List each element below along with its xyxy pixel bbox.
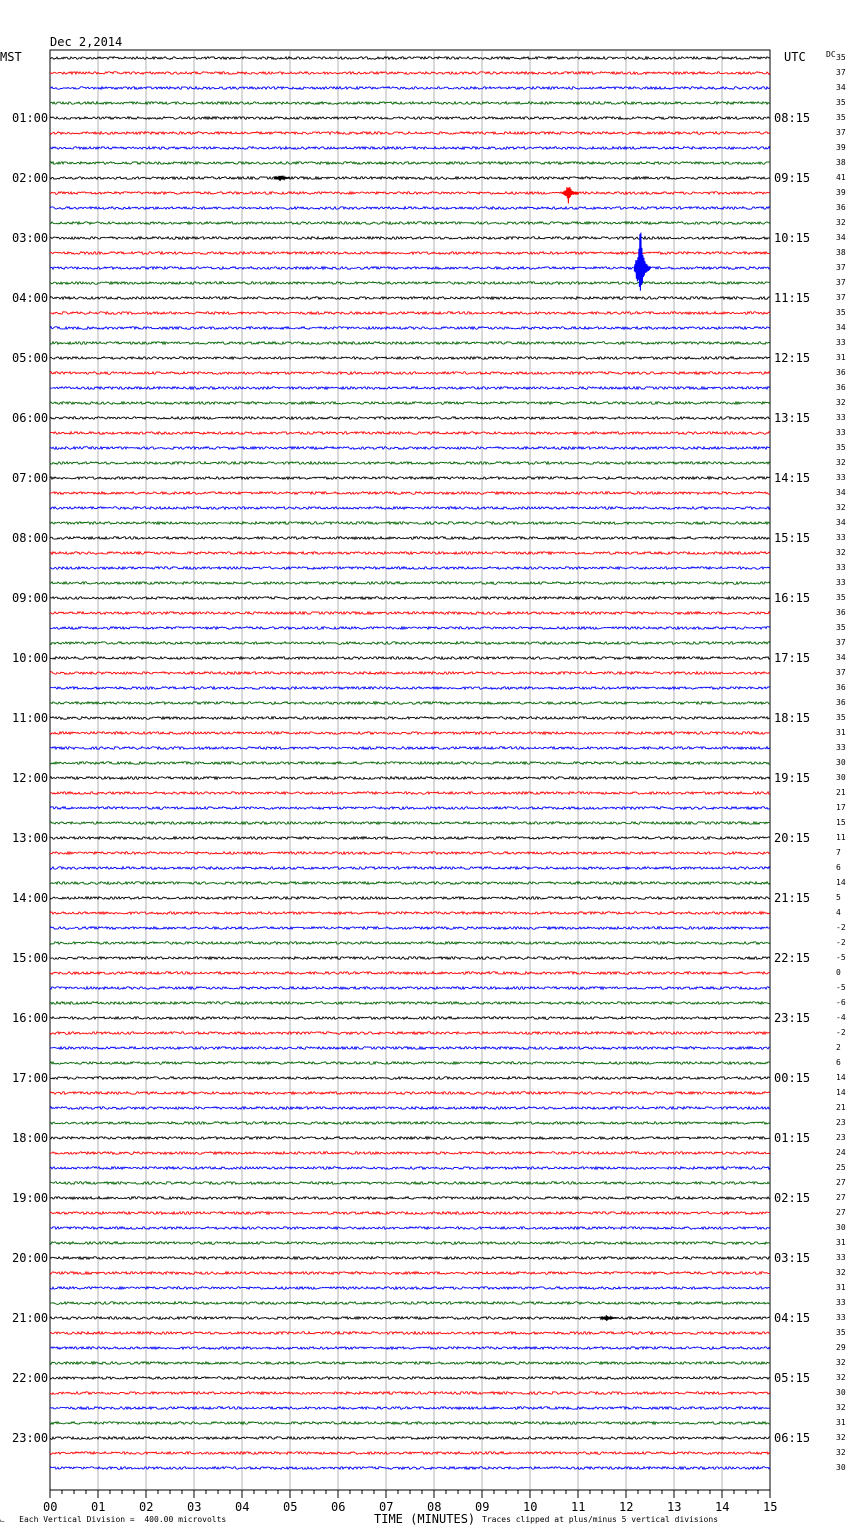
x-tick-label: 07	[379, 1500, 394, 1514]
right-hour-label: 01:15	[774, 1131, 811, 1145]
dc-label: DC	[826, 50, 836, 59]
scale-note	[0, 1515, 226, 1525]
right-hour-label: 08:15	[774, 111, 811, 125]
right-hour-label: 18:15	[774, 711, 811, 725]
dc-offset-label: 39	[836, 143, 846, 152]
dc-offset-label: 36	[836, 203, 846, 212]
x-tick-label: 10	[523, 1500, 538, 1514]
left-hour-label: 11:00	[12, 711, 49, 725]
left-timezone-label: MST	[0, 50, 22, 64]
left-hour-label: 05:00	[12, 351, 49, 365]
dc-offset-label: 35	[836, 593, 846, 602]
dc-offset-label: 32	[836, 398, 846, 407]
dc-offset-label: 14	[836, 1088, 846, 1097]
dc-offset-label: -2	[836, 923, 846, 932]
left-hour-label: 09:00	[12, 591, 49, 605]
dc-offset-label: 31	[836, 1238, 846, 1247]
dc-offset-label: 27	[836, 1208, 846, 1217]
date-label: Dec 2,2014	[50, 35, 123, 49]
x-tick-label: 06	[331, 1500, 346, 1514]
right-hour-label: 16:15	[774, 591, 811, 605]
dc-offset-label: 35	[836, 623, 846, 632]
right-hour-label: 10:15	[774, 231, 811, 245]
dc-offset-label: -4	[836, 1013, 846, 1022]
dc-offset-label: 36	[836, 698, 846, 707]
dc-offset-label: 33	[836, 338, 846, 347]
dc-offset-label: 35	[836, 53, 846, 62]
dc-offset-label: 30	[836, 1388, 846, 1397]
dc-offset-label: 37	[836, 293, 846, 302]
dc-offset-label: 33	[836, 533, 846, 542]
left-hour-label: 08:00	[12, 531, 49, 545]
dc-offset-label: 7	[836, 848, 841, 857]
left-hour-label: 07:00	[12, 471, 49, 485]
left-hour-label: 16:00	[12, 1011, 49, 1025]
dc-offset-label: 33	[836, 563, 846, 572]
x-tick-label: 01	[91, 1500, 106, 1514]
dc-offset-label: 36	[836, 683, 846, 692]
right-hour-label: 20:15	[774, 831, 811, 845]
dc-offset-label: 32	[836, 218, 846, 227]
dc-offset-label: 34	[836, 323, 846, 332]
right-hour-label: 05:15	[774, 1371, 811, 1385]
dc-offset-label: 36	[836, 368, 846, 377]
dc-offset-label: 14	[836, 1073, 846, 1082]
x-tick-label: 11	[571, 1500, 586, 1514]
right-hour-label: 13:15	[774, 411, 811, 425]
right-hour-label: 04:15	[774, 1311, 811, 1325]
left-hour-label: 22:00	[12, 1371, 49, 1385]
x-tick-label: 02	[139, 1500, 154, 1514]
right-hour-label: 00:15	[774, 1071, 811, 1085]
left-hour-label: 18:00	[12, 1131, 49, 1145]
right-hour-label: 22:15	[774, 951, 811, 965]
dc-offset-label: 27	[836, 1193, 846, 1202]
dc-offset-label: 14	[836, 878, 846, 887]
dc-offset-label: 4	[836, 908, 841, 917]
x-tick-label: 14	[715, 1500, 730, 1514]
dc-offset-label: 33	[836, 578, 846, 587]
dc-offset-label: 34	[836, 653, 846, 662]
dc-offset-label: 37	[836, 638, 846, 647]
dc-offset-label: 37	[836, 128, 846, 137]
dc-offset-label: 33	[836, 743, 846, 752]
left-hour-label: 02:00	[12, 171, 49, 185]
dc-offset-label: 21	[836, 1103, 846, 1112]
left-hour-label: 12:00	[12, 771, 49, 785]
left-hour-label: 23:00	[12, 1431, 49, 1445]
right-hour-label: 09:15	[774, 171, 811, 185]
dc-offset-label: 23	[836, 1133, 846, 1142]
clip-note: Traces clipped at plus/minus 5 vertical divisions	[482, 1515, 719, 1524]
x-tick-label: 00	[43, 1500, 58, 1514]
dc-offset-label: 25	[836, 1163, 846, 1172]
dc-offset-label: 36	[836, 608, 846, 617]
x-axis-title: TIME (MINUTES)	[374, 1512, 476, 1526]
dc-offset-label: 35	[836, 443, 846, 452]
dc-offset-label: 32	[836, 458, 846, 467]
right-hour-label: 06:15	[774, 1431, 811, 1445]
dc-offset-label: -2	[836, 938, 846, 947]
dc-offset-label: 34	[836, 518, 846, 527]
dc-offset-label: 6	[836, 1058, 841, 1067]
dc-offset-label: 39	[836, 188, 846, 197]
right-hour-label: 19:15	[774, 771, 811, 785]
left-hour-label: 13:00	[12, 831, 49, 845]
dc-offset-label: 31	[836, 1418, 846, 1427]
left-hour-label: 01:00	[12, 111, 49, 125]
dc-offset-label: 0	[836, 968, 841, 977]
x-tick-label: 13	[667, 1500, 682, 1514]
dc-offset-label: 37	[836, 68, 846, 77]
dc-offset-label: 5	[836, 893, 841, 902]
dc-offset-label: 35	[836, 1328, 846, 1337]
dc-offset-label: 11	[836, 833, 846, 842]
dc-offset-label: 35	[836, 713, 846, 722]
dc-offset-label: 37	[836, 263, 846, 272]
dc-offset-label: 38	[836, 248, 846, 257]
right-hour-label: 15:15	[774, 531, 811, 545]
dc-offset-label: 34	[836, 233, 846, 242]
scale-mark: ⨽	[0, 1515, 5, 1524]
dc-offset-label: 32	[836, 1358, 846, 1367]
dc-offset-label: 15	[836, 818, 846, 827]
dc-offset-label: 33	[836, 1253, 846, 1262]
right-hour-label: 03:15	[774, 1251, 811, 1265]
dc-offset-label: -5	[836, 953, 846, 962]
dc-offset-label: 35	[836, 113, 846, 122]
dc-offset-label: 32	[836, 503, 846, 512]
left-hour-label: 15:00	[12, 951, 49, 965]
x-tick-label: 04	[235, 1500, 250, 1514]
right-hour-label: 23:15	[774, 1011, 811, 1025]
right-hour-label: 02:15	[774, 1191, 811, 1205]
left-hour-label: 04:00	[12, 291, 49, 305]
dc-offset-label: 29	[836, 1343, 846, 1352]
dc-offset-label: 30	[836, 758, 846, 767]
dc-offset-label: 24	[836, 1148, 846, 1157]
dc-offset-label: 37	[836, 278, 846, 287]
right-hour-label: 17:15	[774, 651, 811, 665]
dc-offset-label: 21	[836, 788, 846, 797]
dc-offset-label: 31	[836, 1283, 846, 1292]
dc-offset-label: 32	[836, 548, 846, 557]
dc-offset-label: 23	[836, 1118, 846, 1127]
dc-offset-label: 32	[836, 1448, 846, 1457]
left-hour-label: 21:00	[12, 1311, 49, 1325]
dc-offset-label: 33	[836, 473, 846, 482]
left-hour-label: 20:00	[12, 1251, 49, 1265]
dc-offset-label: 35	[836, 98, 846, 107]
x-tick-label: 09	[475, 1500, 490, 1514]
scale-text: Each Vertical Division = 400.00 microvolts	[19, 1515, 227, 1524]
x-tick-label: 15	[763, 1500, 778, 1514]
dc-offset-label: 30	[836, 773, 846, 782]
x-tick-label: 08	[427, 1500, 442, 1514]
dc-offset-label: 30	[836, 1463, 846, 1472]
dc-offset-label: 6	[836, 863, 841, 872]
right-timezone-label: UTC	[784, 50, 806, 64]
dc-offset-label: 37	[836, 668, 846, 677]
right-hour-label: 21:15	[774, 891, 811, 905]
left-hour-label: 14:00	[12, 891, 49, 905]
left-hour-label: 17:00	[12, 1071, 49, 1085]
dc-offset-label: 33	[836, 428, 846, 437]
dc-offset-label: 30	[836, 1223, 846, 1232]
dc-offset-label: 32	[836, 1433, 846, 1442]
dc-offset-label: 32	[836, 1373, 846, 1382]
left-hour-label: 06:00	[12, 411, 49, 425]
dc-offset-label: 38	[836, 158, 846, 167]
dc-offset-label: 33	[836, 1313, 846, 1322]
dc-offset-label: 31	[836, 728, 846, 737]
dc-offset-label: -6	[836, 998, 846, 1007]
dc-offset-label: 34	[836, 83, 846, 92]
dc-offset-label: 41	[836, 173, 846, 182]
dc-offset-label: 2	[836, 1043, 841, 1052]
left-hour-label: 19:00	[12, 1191, 49, 1205]
dc-offset-label: 32	[836, 1268, 846, 1277]
dc-offset-label: 27	[836, 1178, 846, 1187]
dc-offset-label: -5	[836, 983, 846, 992]
dc-offset-label: 17	[836, 803, 846, 812]
dc-offset-label: -2	[836, 1028, 846, 1037]
dc-offset-label: 33	[836, 1298, 846, 1307]
dc-offset-label: 33	[836, 413, 846, 422]
right-hour-label: 14:15	[774, 471, 811, 485]
right-hour-label: 12:15	[774, 351, 811, 365]
left-hour-label: 10:00	[12, 651, 49, 665]
dc-offset-label: 36	[836, 383, 846, 392]
right-hour-label: 11:15	[774, 291, 811, 305]
x-tick-label: 12	[619, 1500, 634, 1514]
left-hour-label: 03:00	[12, 231, 49, 245]
x-tick-label: 03	[187, 1500, 202, 1514]
dc-offset-label: 35	[836, 308, 846, 317]
dc-offset-label: 31	[836, 353, 846, 362]
dc-offset-label: 32	[836, 1403, 846, 1412]
x-tick-label: 05	[283, 1500, 298, 1514]
dc-offset-label: 34	[836, 488, 846, 497]
